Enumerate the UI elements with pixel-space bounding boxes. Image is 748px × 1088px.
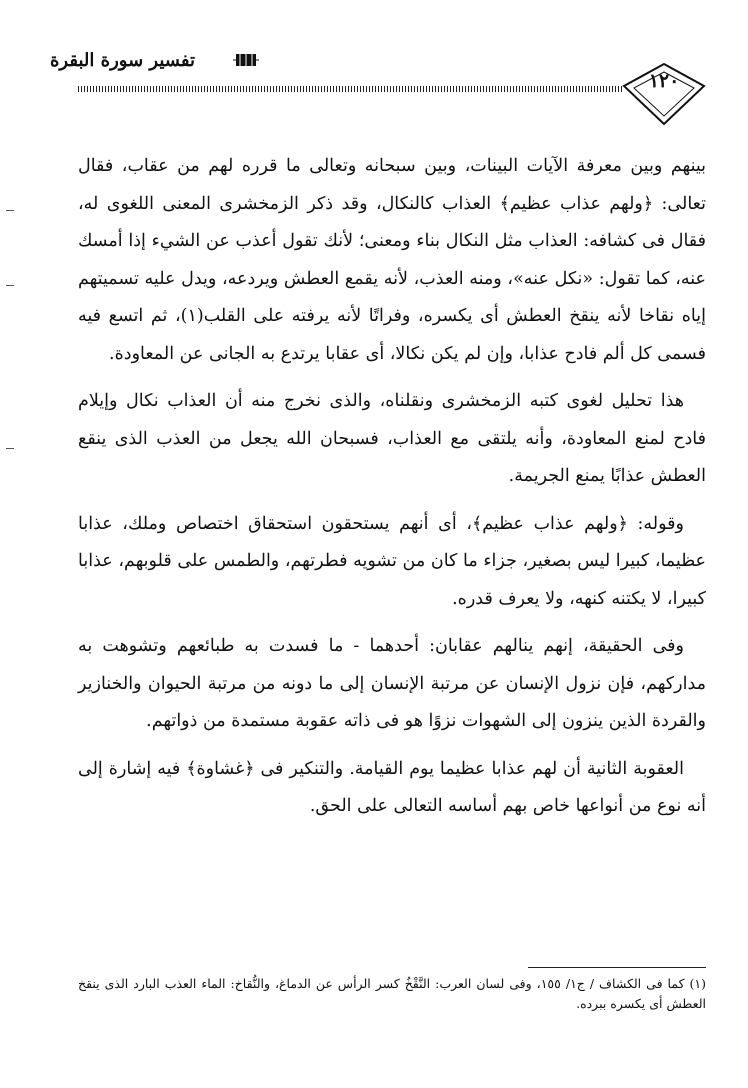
paragraph: هذا تحليل لغوى كتبه الزمخشرى ونقلناه، والذى نخرج منه أن العذاب نكال وإيلام فادح لمنع المعاودة، وأنه يلتقى مع العذاب، فسبحان الله يجعل من العذب الذى ينقع العطش عذابًا يمنع الجريمة. [78,391,706,486]
margin-mark [6,210,14,211]
header-rule [78,86,624,92]
footnote: (١) كما فى الكشاف / ج١/ ١٥٥، وفى لسان العرب: النَّقْخُ كسر الرأس عن الدماغ، والنُّقاخ: الماء العذب البارد الذى ينقخ العطش أى يكسره ببرده. [78,976,706,1011]
paragraph: العقوبة الثانية أن لهم عذابا عظيما يوم القيامة. والتنكير فى ﴿غشاوة﴾ فيه إشارة إلى أنه نوع من أنواعها خاص بهم أساسه التعالى على الحق. [78,758,706,816]
body-text [78,148,706,836]
page-number: ١٢٠ [648,70,680,92]
footnote-rule [528,967,706,968]
margin-mark [6,285,14,286]
paragraph: وفى الحقيقة، إنهم ينالهم عقابان: أحدهما - ما فسدت به طبائعهم وتشوهت به مداركهم، فإن نزول الإنسان عن مرتبة الإنسان إلى ما دونه من مرتبة الحيوان والخنازير والقردة الذين ينزون إلى الشهوات نزوًا هو فى ذاته عقوبة مستمدة من ذواتهم. [78,636,706,731]
paragraph: بينهم وبين معرفة الآيات البينات، وبين سبحانه وتعالى ما قرره لهم من عقاب، فقال تعالى: ﴿ولهم عذاب عظيم﴾ العذاب كالنكال، وقد ذكر الزمخشرى المعنى اللغوى له، فقال فى كشافه: العذاب مثل النكال بناء ومعنى؛ لأنك تقول أعذب عن الشيء إذا أمسك عنه، كما تقول: «نكل عنه»، ومنه العذب، لأنه يقمع العطش ويردعه، ويدل عليه تسميتهم إياه نقاخا لأنه ينقخ العطش أى يكسره، وفراتًا لأنه يرفته على القلب(١)، ثم اتسع فيه فسمى كل ألم فادح عذابا، وإن لم يكن نكالا، أى عقابا يرتدع به الجانى عن المعاودة. [78,156,706,364]
margin-mark [6,448,14,449]
ornament-icon [232,50,260,70]
header-title: تفسير سورة البقرة [50,50,195,71]
paragraph: وقوله: ﴿ولهم عذاب عظيم﴾، أى أنهم يستحقون استحقاق اختصاص وملك، عذابا عظيما، كبيرا ليس بصغير، جزاء ما كان من تشويه فطرتهم، والطمس على قلوبهم، عذابا كبيرا، لا يكتنه كنهه، ولا يعرف قدره. [78,513,706,609]
